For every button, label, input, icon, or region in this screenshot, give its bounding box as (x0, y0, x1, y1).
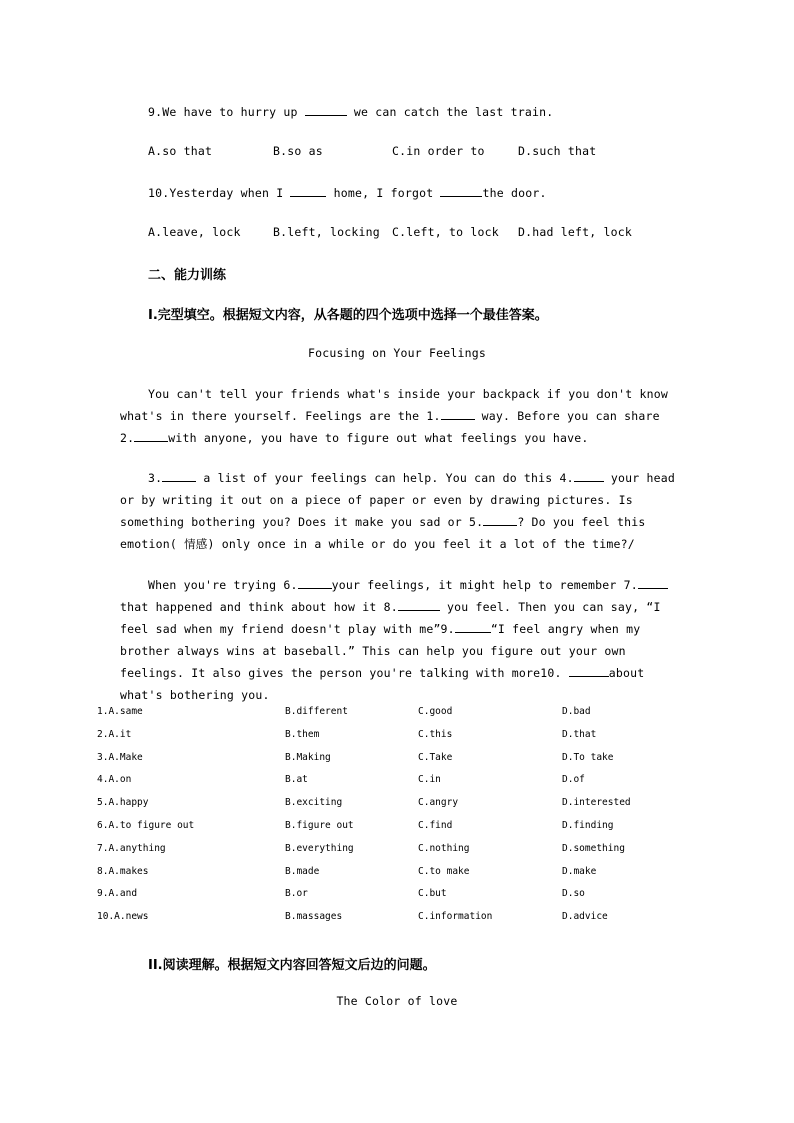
answer-option: D.interested (562, 797, 631, 809)
answer-option: C.in (418, 774, 441, 786)
blank (441, 407, 475, 420)
blank (305, 103, 347, 116)
para3-e: “I feel angry when my brother always wins at baseball.” This can help you figure out your own feelings. It also gives the person you're talking with more10. (120, 622, 641, 680)
question-9-stem (148, 103, 553, 119)
answer-option: C.to make (418, 865, 470, 877)
q10-stem-a: 10.Yesterday when I (148, 186, 291, 200)
answer-option: 3.A.Make (97, 751, 143, 763)
para3-f: about what's bothering you. (120, 666, 645, 702)
para1-b: way. Before you can share 2. (120, 409, 660, 445)
answer-option: D.finding (562, 820, 614, 831)
para2-c: your head or by writing it out on a piece of paper or even by drawing pictures. Is something bothering you? Does it make you sad or 5. (120, 471, 676, 529)
para1-c: with anyone, you have to figure out what feelings you have. (168, 431, 589, 445)
q9-stem-pre: 9.We have to hurry up (148, 105, 305, 119)
q10-stem-b: home, I forgot (326, 186, 441, 200)
answer-option: B.them (285, 728, 320, 740)
para2-b: a list of your feelings can help. You can do this 4. (196, 471, 574, 485)
blank (483, 513, 517, 526)
answer-option: 1.A.same (97, 706, 143, 717)
blank (569, 664, 609, 677)
answer-option: 5.A.happy (97, 797, 149, 809)
answer-option: B.everything (285, 842, 354, 854)
answer-option: 10.A.news (97, 911, 149, 923)
answer-option: C.angry (418, 797, 459, 809)
para3-b: your feelings, it might help to remember 7. (331, 578, 638, 592)
answer-option: 4.A.on (97, 774, 132, 786)
blank (638, 576, 668, 589)
paragraph-2 (120, 467, 676, 555)
q10-option-c: C.left, to lock (392, 225, 499, 239)
part-1-heading: I.完型填空。根据短文内容，从各题的四个选项中选择一个最佳答案。 (148, 308, 548, 323)
answer-option: C.but (418, 888, 447, 900)
q10-option-d: D.had left, lock (518, 225, 632, 239)
q10-option-b: B.left, locking (273, 225, 380, 239)
passage-title: Focusing on Your Feelings (307, 346, 487, 360)
blank (455, 620, 491, 633)
answer-option: B.or (285, 888, 308, 900)
answer-option: 7.A.anything (97, 842, 166, 854)
q10-option-a: A.leave, lock (148, 225, 241, 239)
answer-option: D.make (562, 865, 597, 877)
answer-option: C.good (418, 706, 453, 717)
q9-option-d: D.such that (518, 144, 597, 158)
answer-option: C.information (418, 911, 493, 923)
para2-a: 3. (148, 471, 163, 485)
answer-option: B.different (285, 706, 348, 717)
passage-2-title: The Color of love (336, 994, 458, 1008)
answer-option: C.find (418, 820, 453, 831)
answer-option: B.made (285, 865, 320, 877)
blank (162, 469, 196, 482)
blank (290, 184, 326, 197)
para2-d: ? Do you feel this emotion( 情感) only once in a while or do you feel it a lot of the time?/ (120, 515, 646, 551)
para3-a: When you're trying 6. (148, 578, 298, 592)
answer-option: 2.A.it (97, 728, 132, 740)
answer-option: B.figure out (285, 820, 354, 831)
answer-option: B.massages (285, 911, 343, 923)
answer-option: C.this (418, 728, 453, 740)
answer-option: C.nothing (418, 842, 470, 854)
blank (574, 469, 604, 482)
answer-option: D.bad (562, 706, 591, 717)
section-2-heading: 二、能力训练 (148, 268, 227, 283)
blank (398, 598, 440, 611)
answer-option: C.Take (418, 751, 453, 763)
question-10-stem (148, 184, 547, 200)
q9-option-a: A.so that (148, 144, 213, 158)
part-2-heading: II.阅读理解。根据短文内容回答短文后边的问题。 (148, 958, 436, 973)
q9-stem-post: we can catch the last train. (346, 105, 554, 119)
q9-option-c: C.in order to (392, 144, 485, 158)
paragraph-1 (120, 383, 676, 449)
answer-option: D.that (562, 728, 597, 740)
answer-option: B.at (285, 774, 308, 786)
answer-option: D.something (562, 842, 625, 854)
answer-option: D.of (562, 774, 585, 786)
blank (298, 576, 332, 589)
answer-option: D.advice (562, 911, 608, 923)
answer-option: B.Making (285, 751, 331, 763)
para3-c: that happened and think about how it 8. (120, 600, 398, 614)
para3-d: you feel. Then you can say, “I feel sad when my friend doesn't play with me”9. (120, 600, 661, 636)
paragraph-3 (120, 574, 676, 706)
blank (440, 184, 482, 197)
answer-option: 6.A.to figure out (97, 820, 195, 831)
answer-option: B.exciting (285, 797, 343, 809)
blank (134, 429, 168, 442)
answer-option: 9.A.and (97, 888, 138, 900)
answer-option: D.so (562, 888, 585, 900)
para1-a: You can't tell your friends what's inside your backpack if you don't know what's in there yourself. Feelings are the 1. (120, 387, 669, 423)
answer-option: D.To take (562, 751, 614, 763)
q10-stem-c: the door. (482, 186, 547, 200)
answer-option: 8.A.makes (97, 865, 149, 877)
q9-option-b: B.so as (273, 144, 323, 158)
